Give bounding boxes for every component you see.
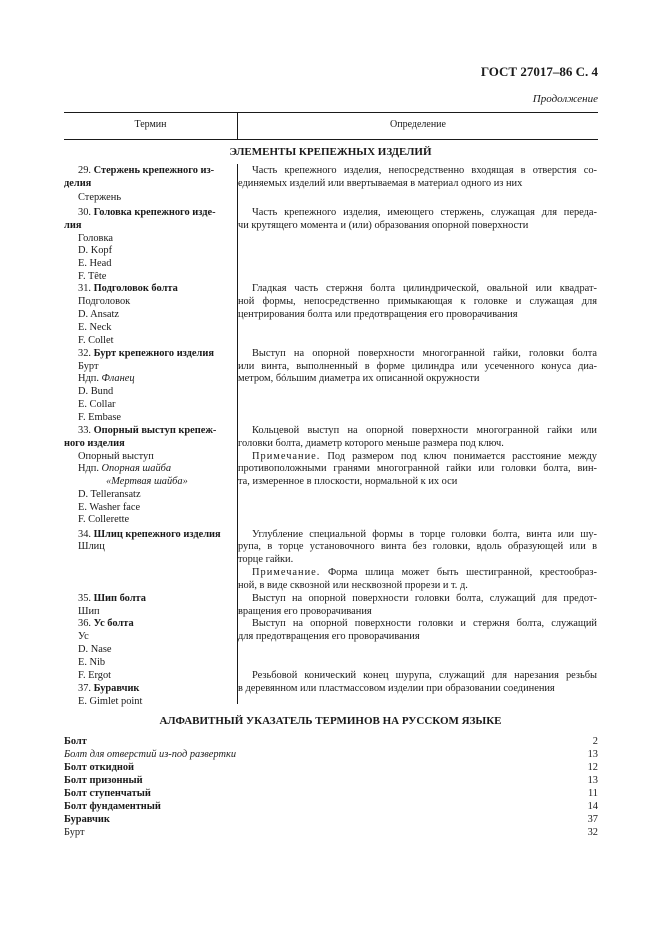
term-text: Ус (78, 631, 89, 642)
term-text: E. Neck (78, 322, 112, 333)
term-line (106, 475, 188, 488)
index-page-number: 13 (587, 775, 598, 786)
definition-text: головки болта, диаметр которого меньше размера под ключ. (238, 438, 504, 449)
table-top-rule (64, 112, 598, 113)
term-number: 32. (78, 348, 94, 359)
index-page-number: 13 (587, 749, 598, 760)
index-entry (64, 761, 598, 774)
definition-line (238, 295, 597, 308)
term-name: делия (64, 178, 92, 189)
definition-line (252, 669, 597, 682)
note-label: Примечание. (252, 451, 321, 462)
definition-line (252, 206, 597, 219)
term-text: F. Embase (78, 412, 122, 423)
term-deprecated: Фланец (101, 373, 135, 384)
term-name: лия (64, 220, 82, 231)
definition-text: рупа, в торце установочного винта без головки, вдоль образующей или в (238, 541, 597, 552)
term-line (78, 321, 111, 334)
definition-text: Часть крепежного изделия, имеющего стержень, служащая для переда- (252, 207, 597, 218)
definition-line (238, 437, 597, 450)
definition-line (238, 308, 597, 321)
term-name: Подголовок болта (93, 283, 178, 294)
term-text: Стержень (78, 192, 122, 203)
term-text: Ндп. (78, 373, 102, 384)
term-text: D. Ansatz (78, 309, 119, 320)
index-page-number: 11 (587, 788, 598, 799)
index-term: Бурт (64, 827, 85, 838)
definition-text: Углубление специальной формы в торце головки болта, винта или шу- (252, 529, 597, 540)
index-term: Болт фундаментный (64, 801, 161, 812)
term-text: D. Kopf (78, 245, 113, 256)
term-text: Шлиц (78, 541, 105, 552)
term-line (78, 424, 216, 437)
term-name: Шлиц крепежного изделия (93, 529, 221, 540)
term-text: E. Washer face (78, 502, 141, 513)
definition-line (252, 164, 597, 177)
term-line (78, 244, 112, 257)
term-line (78, 282, 178, 295)
term-text: E. Gimlet point (78, 696, 143, 707)
term-text: F. Collet (78, 335, 114, 346)
term-line (78, 630, 89, 643)
definition-text: Под размером под ключ понимается расстояние между (320, 451, 597, 462)
term-text: F. Ergot (78, 670, 112, 681)
term-line (78, 617, 134, 630)
definition-text: Выступ на опорной поверхности многогранной гайки, головки болта (252, 348, 597, 359)
definition-text: Резьбовой конический конец шурупа, служащий для нарезания резьбы (252, 670, 597, 681)
index-term: Болт для отверстий из-под развертки (64, 749, 237, 760)
definition-text: Выступ на опорной поверхности головки болта, служащий для предот- (252, 593, 597, 604)
definition-line (252, 566, 597, 579)
term-name: Головка крепежного изде- (93, 207, 216, 218)
term-number: 31. (78, 283, 94, 294)
term-line (78, 488, 141, 501)
definition-text: ной, в виде сквозной или несквозной прорези и т. д. (238, 580, 468, 591)
term-line (78, 257, 111, 270)
index-term: Буравчик (64, 814, 110, 825)
definition-line (238, 475, 597, 488)
index-page-number: 14 (587, 801, 598, 812)
definition-line (238, 630, 597, 643)
term-text: F. Tête (78, 271, 107, 282)
term-line (78, 592, 146, 605)
term-line (64, 437, 125, 450)
definition-text: противоположными гранями многогранной гайки или головки болта, вин- (238, 463, 597, 474)
term-line (78, 540, 105, 553)
term-deprecated: «Мертвая шайба» (106, 476, 188, 487)
definition-line (238, 682, 597, 695)
term-number: 34. (78, 529, 94, 540)
index-entry (64, 826, 598, 839)
definition-text: для предотвращения его проворачивания (238, 631, 420, 642)
index-entry (64, 774, 598, 787)
index-page-number: 32 (587, 827, 598, 838)
term-line (78, 334, 114, 347)
term-text: E. Collar (78, 399, 116, 410)
term-deprecated: Опорная шайба (101, 463, 172, 474)
term-text: D. Bund (78, 386, 114, 397)
term-text: D. Telleransatz (78, 489, 141, 500)
term-line (78, 513, 129, 526)
term-text: F. Collerette (78, 514, 130, 525)
table-header-rule (64, 139, 598, 140)
section-heading-fastener-elements: ЭЛЕМЕНТЫ КРЕПЕЖНЫХ ИЗДЕЛИЙ (229, 146, 432, 158)
definition-line (238, 579, 597, 592)
definition-text: ной формы, непосредственно примыкающая к головке и служащая для (238, 296, 597, 307)
term-text: Ндп. (78, 463, 102, 474)
definition-line (252, 617, 597, 630)
definition-line (238, 219, 597, 232)
term-name: Опорный выступ крепеж- (93, 425, 217, 436)
term-text: D. Nase (78, 644, 112, 655)
definition-text: Кольцевой выступ на опорной поверхности многогранной гайки или (252, 425, 597, 436)
term-line (78, 462, 171, 475)
definition-text: Гладкая часть стержня болта цилиндрической, овальной или квадрат- (252, 283, 597, 294)
term-line (78, 206, 216, 219)
term-line (78, 164, 214, 177)
term-text: Опорный выступ (78, 451, 154, 462)
term-name: Бурт крепежного изделия (93, 348, 214, 359)
term-line (78, 295, 130, 308)
definition-text: единяемых изделий или ввертываемая в материал одного из них (238, 178, 523, 189)
definition-text: метром, бóльшим диаметра их описанной окружности (238, 373, 480, 384)
index-page-number: 12 (587, 762, 598, 773)
index-entry (64, 800, 598, 813)
term-text: Шип (78, 606, 100, 617)
term-line (78, 385, 113, 398)
definition-line (238, 372, 597, 385)
index-term: Болт ступенчатый (64, 788, 151, 799)
term-number: 37. (78, 683, 94, 694)
definition-line (252, 424, 597, 437)
term-number: 29. (78, 165, 94, 176)
term-name: Стержень крепежного из- (93, 165, 215, 176)
term-line (78, 643, 111, 656)
definition-text: Форма шлица может быть шестигранной, крестообраз- (320, 567, 597, 578)
term-number: 36. (78, 618, 94, 629)
term-line (78, 372, 135, 385)
definition-text: в деревянном или пластмассовом изделии при образовании соединения (238, 683, 555, 694)
term-line (78, 347, 214, 360)
definition-text: чи крутящего момента и (или) образования опорной поверхности (238, 220, 529, 231)
definition-text: Часть крепежного изделия, непосредственно входящая в отверстия со- (252, 165, 597, 176)
document-header-title: ГОСТ 27017–86 С. 4 (480, 64, 598, 79)
term-line (78, 191, 121, 204)
terms-column-rule (237, 164, 238, 704)
note-label: Примечание. (252, 567, 321, 578)
definition-text: Выступ на опорной поверхности головки и стержня болта, служащий (252, 618, 597, 629)
index-entry (64, 813, 598, 826)
definition-line (252, 347, 597, 360)
continuation-label: Продолжение (532, 93, 598, 105)
definition-line (238, 553, 597, 566)
definition-text: центрирования болта или предотвращения его проворачивания (238, 309, 518, 320)
definition-line (238, 540, 597, 553)
definition-line (238, 462, 597, 475)
index-term: Болт (64, 736, 87, 747)
index-term: Болт призонный (64, 775, 143, 786)
definition-line (238, 177, 597, 190)
definition-text: торце гайки. (238, 554, 294, 565)
definition-text: или винта, выполненный в форме цилиндра или усеченного конуса диа- (238, 361, 597, 372)
term-text: E. Head (78, 258, 112, 269)
term-number: 35. (78, 593, 94, 604)
term-number: 30. (78, 207, 94, 218)
term-line (78, 669, 111, 682)
term-text: Подголовок (78, 296, 131, 307)
section-heading-russian-index: АЛФАВИТНЫЙ УКАЗАТЕЛЬ ТЕРМИНОВ НА РУССКОМ ЯЗЫКЕ (159, 715, 502, 727)
term-line (78, 411, 121, 424)
term-name: Ус болта (93, 618, 134, 629)
index-page-number: 37 (587, 814, 598, 825)
definition-line (252, 282, 597, 295)
definition-text: вращения его проворачивания (238, 606, 372, 617)
definition-line (252, 592, 597, 605)
term-name: ного изделия (64, 438, 125, 449)
term-number: 33. (78, 425, 94, 436)
term-name: Шип болта (93, 593, 146, 604)
term-line (78, 695, 142, 708)
index-entry (64, 735, 598, 748)
term-line (64, 219, 81, 232)
index-page-number: 2 (592, 736, 598, 747)
index-term: Болт откидной (64, 762, 135, 773)
term-line (78, 682, 139, 695)
term-line (78, 656, 105, 669)
definition-column-header: Определение (390, 119, 446, 130)
index-entry (64, 787, 598, 800)
term-line (78, 308, 119, 321)
definition-text: та, измеренное в плоскости, нормальной к их оси (238, 476, 458, 487)
term-text: E. Nib (78, 657, 106, 668)
term-name: Буравчик (93, 683, 140, 694)
term-line (78, 398, 116, 411)
term-line (64, 177, 91, 190)
term-text: Головка (78, 233, 113, 244)
term-text: Бурт (78, 361, 99, 372)
terms-column-header: Термин (134, 119, 167, 130)
index-entry (64, 748, 598, 761)
